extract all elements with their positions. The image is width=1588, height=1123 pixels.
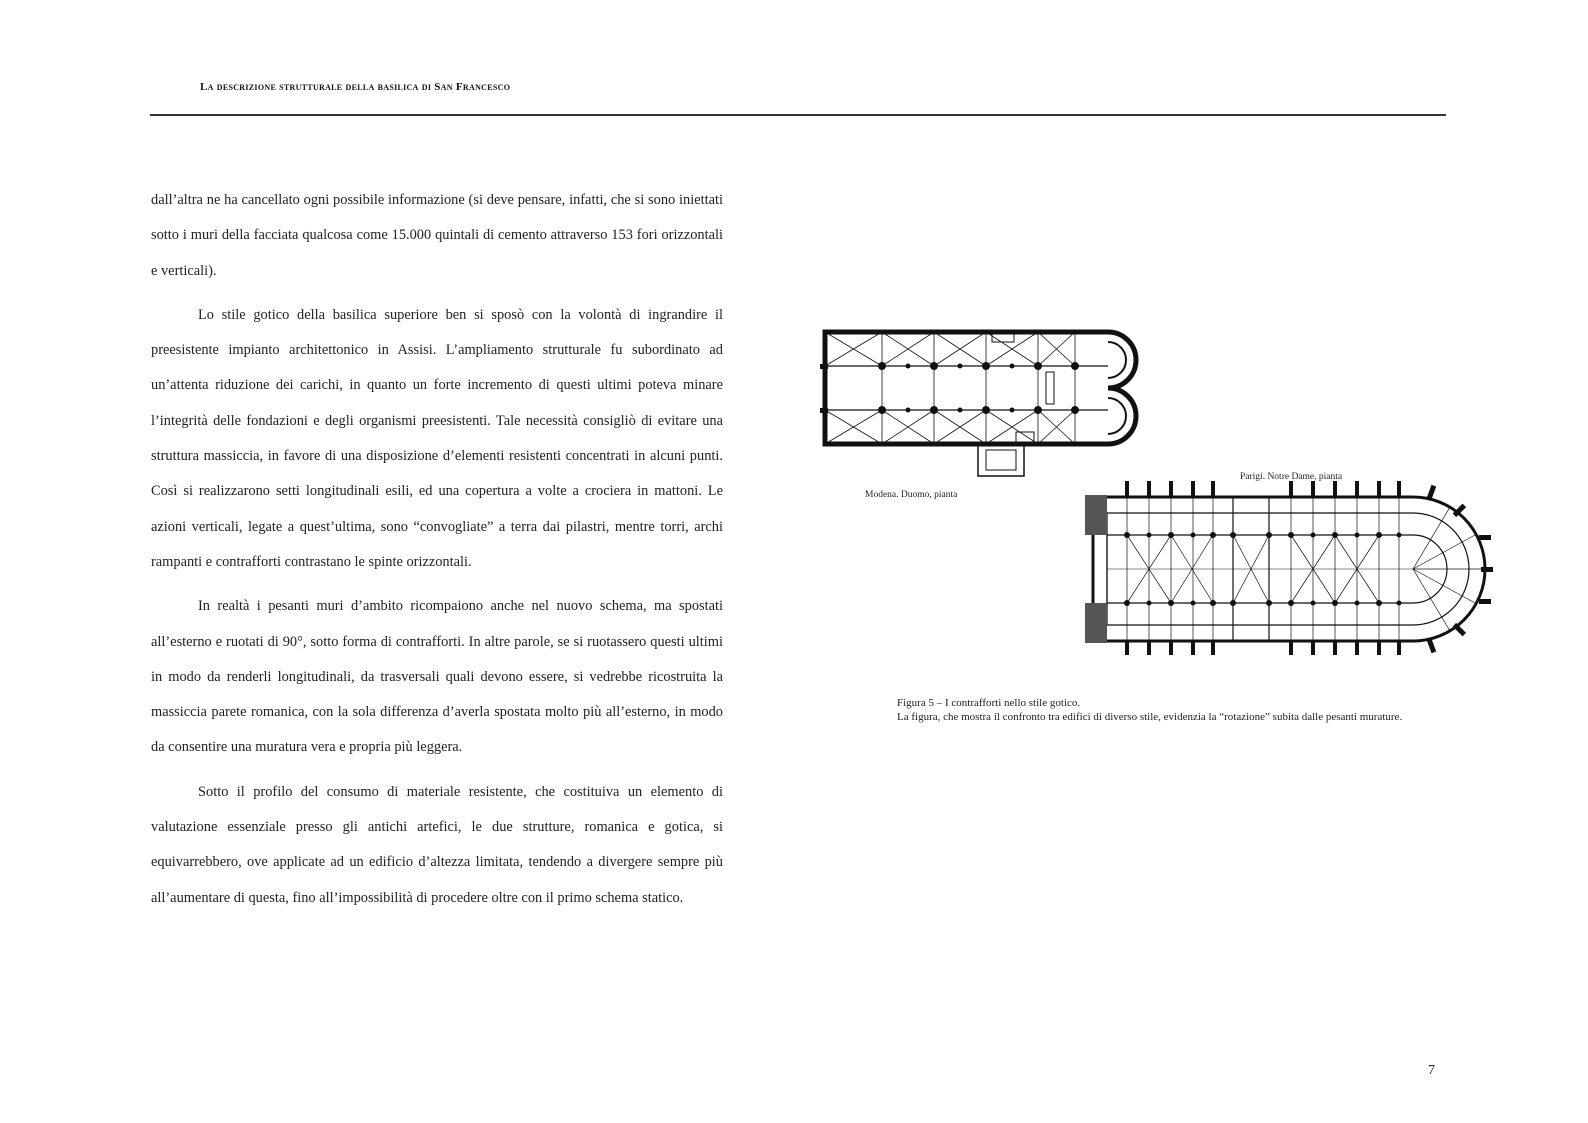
- caption-title: Figura 5 – I contrafforti nello stile gotico.: [897, 697, 1081, 709]
- caption-text: La figura, che mostra il confronto tra edifici di diverso stile, evidenzia la “rotazione” subita dalle pesanti murature.: [897, 711, 1403, 723]
- body-text: [151, 183, 723, 925]
- header-rule: [150, 114, 1446, 116]
- label-modena: Modena. Duomo, pianta: [865, 490, 958, 500]
- running-header: La descrizione strutturale della basilica di San Francesco: [200, 81, 511, 93]
- paragraph-1: dall’altra ne ha cancellato ogni possibile informazione (si deve pensare, infatti, che si sono iniettati sotto i muri della facciata qualcosa come 15.000 quintali di cemento attraverso 153 fori orizzontali e verticali).: [151, 192, 723, 279]
- notre-dame-plan: [1085, 481, 1493, 655]
- paragraph-2: Lo stile gotico della basilica superiore ben si sposò con la volontà di ingrandire il preesistente impianto architettonico in Assisi. L’ampliamento strutturale fu subordinato ad un’attenta riduzione dei carichi, in quanto un forte incremento di questi ultimi poteva minare l’integrità delle fondazioni e degli organismi preesistenti. Tale necessità consigliò di evitare una struttura massiccia, in favore di una disposizione d’elementi resistenti concentrati in alcuni punti. Così si realizzarono setti longitudinali esili, ed una copertura a volte a crociera in mattoni. Le azioni verticali, legate a quest’ultima, sono “convogliate” a terra dai pilastri, mentre torri, archi rampanti e contrafforti contrastano le spinte orizzontali.: [151, 306, 723, 570]
- label-notre-dame: Parigi. Notre Dame, pianta: [1240, 472, 1343, 482]
- figure-caption: [897, 696, 1447, 724]
- figure-floor-plans: [820, 320, 1540, 665]
- modena-plan: [820, 332, 1136, 476]
- page-number: 7: [1428, 1063, 1435, 1078]
- paragraph-3: In realtà i pesanti muri d’ambito ricompaiono anche nel nuovo schema, ma spostati all’esterno e ruotati di 90°, sotto forma di contrafforti. In altre parole, se si ruotassero questi ultimi in modo da renderli longitudinali, da trasversali quali devono essere, si vedrebbe ricostruita la massiccia parete romanica, con la sola differenza d’averla spostata molto più all’esterno, in modo da consentire una muratura vera e propria più leggera.: [151, 598, 723, 756]
- paragraph-4: Sotto il profilo del consumo di materiale resistente, che costituiva un elemento di valutazione essenziale presso gli antichi artefici, le due strutture, romanica e gotica, si equivarrebbero, ove applicate ad un edificio d’altezza limitata, tendendo a divergere sempre più all’aumentare di questa, fino all’impossibilità di procedere oltre con il primo schema statico.: [151, 783, 723, 906]
